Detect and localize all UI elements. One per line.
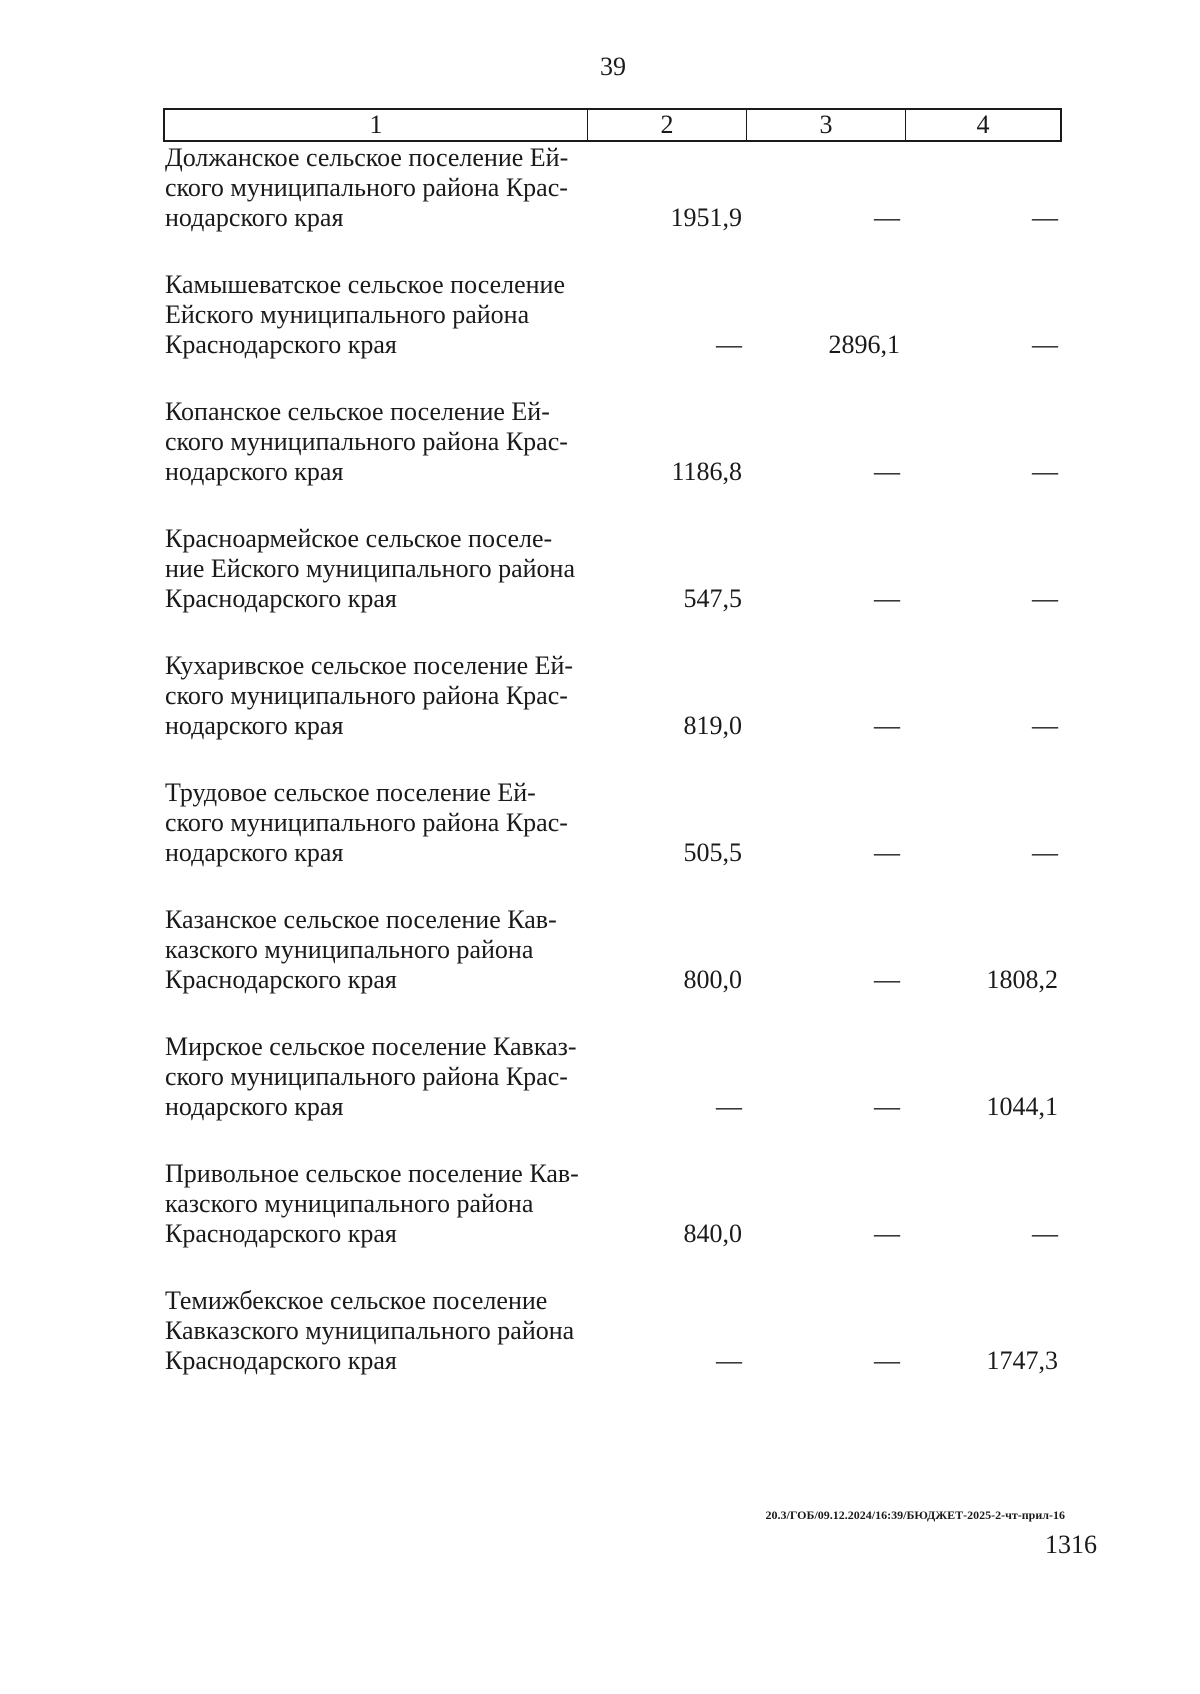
settlement-name-cell: [165, 397, 587, 487]
value-cell-column-4: —: [1032, 457, 1058, 486]
settlement-name-line: ского муниципального района Крас-: [165, 427, 568, 456]
table-row: [165, 397, 1060, 524]
settlement-name-line: Краснодарского края: [165, 584, 397, 613]
column-header-1: 1: [369, 110, 383, 139]
settlement-name-line: Кухаривское сельское поселение Ей-: [165, 651, 574, 680]
settlement-name-line: ского муниципального района Крас-: [165, 681, 568, 710]
settlement-name-cell: [165, 651, 587, 741]
settlement-name-line: ского муниципального района Крас-: [165, 173, 568, 202]
settlement-name-line: Камышеватское сельское поселение: [165, 270, 565, 299]
settlement-name-line: Трудовое сельское поселение Ей-: [165, 778, 536, 807]
settlement-name-line: Краснодарского края: [165, 330, 397, 359]
settlement-name-line: Должанское сельское поселение Ей-: [165, 143, 569, 172]
table-row: [165, 778, 1060, 905]
settlement-name-line: нодарского края: [165, 203, 344, 232]
settlement-name-cell: [165, 905, 587, 995]
value-cell-column-2: 505,5: [683, 838, 742, 867]
value-cell-column-4: —: [1032, 711, 1058, 740]
settlement-name-cell: [165, 143, 587, 233]
value-cell-column-4: —: [1032, 203, 1058, 232]
settlement-name-line: ского муниципального района Крас-: [165, 808, 568, 837]
value-cell-column-4: —: [1032, 1219, 1058, 1248]
document-footer-code: 20.3/ГОБ/09.12.2024/16:39/БЮДЖЕТ-2025-2-чт-прил-16: [765, 1508, 1065, 1522]
settlement-name-line: казского муниципального района: [165, 935, 534, 964]
settlement-name-cell: [165, 778, 587, 868]
settlement-name-line: казского муниципального района: [165, 1189, 534, 1218]
value-cell-column-3: —: [874, 838, 900, 867]
value-cell-column-4: 1808,2: [986, 965, 1058, 994]
settlement-name-cell: [165, 1286, 587, 1376]
table-row: [165, 1032, 1060, 1159]
value-cell-column-2: 1186,8: [671, 457, 742, 486]
table-row: [165, 524, 1060, 651]
value-cell-column-2: 1951,9: [670, 203, 742, 232]
settlement-name-line: нодарского края: [165, 711, 344, 740]
settlement-name-line: Копанское сельское поселение Ей-: [165, 397, 550, 426]
settlement-name-line: Мирское сельское поселение Кавказ-: [165, 1032, 577, 1061]
value-cell-column-3: —: [874, 1346, 900, 1375]
settlement-name-line: Привольное сельское поселение Кав-: [165, 1159, 579, 1188]
value-cell-column-4: 1044,1: [986, 1092, 1058, 1121]
settlement-name-line: ние Ейского муниципального района: [165, 554, 575, 583]
settlement-name-line: нодарского края: [165, 1092, 344, 1121]
column-header-4: 4: [905, 110, 1060, 140]
value-cell-column-3: —: [874, 203, 900, 232]
value-cell-column-2: —: [716, 1346, 742, 1375]
table-row: [165, 651, 1060, 778]
value-cell-column-4: —: [1032, 838, 1058, 867]
settlement-name-line: Краснодарского края: [165, 1219, 397, 1248]
settlement-name-line: нодарского края: [165, 457, 344, 486]
value-cell-column-3: —: [874, 711, 900, 740]
table-body: [165, 143, 1060, 1413]
settlement-name-line: Кавказского муниципального района: [165, 1316, 575, 1345]
value-cell-column-4: —: [1032, 584, 1058, 613]
sheet-number: 1316: [1045, 1530, 1097, 1559]
settlement-name-line: ского муниципального района Крас-: [165, 1062, 568, 1091]
settlement-name-line: Казанское сельское поселение Кав-: [165, 905, 557, 934]
value-cell-column-3: —: [874, 457, 900, 486]
table-row: [165, 270, 1060, 397]
value-cell-column-4: 1747,3: [986, 1346, 1058, 1375]
page-number: 39: [600, 52, 626, 81]
value-cell-column-2: 840,0: [683, 1219, 742, 1248]
value-cell-column-3: —: [874, 965, 900, 994]
settlement-name-cell: [165, 1159, 587, 1249]
table-header-row: [163, 108, 1062, 142]
settlement-name-line: Красноармейское сельское поселе-: [165, 524, 553, 553]
table-row: [165, 143, 1060, 270]
settlement-name-line: нодарского края: [165, 838, 344, 867]
settlement-name-line: Ейского муниципального района: [165, 300, 530, 329]
value-cell-column-3: —: [874, 1219, 900, 1248]
settlement-name-cell: [165, 524, 587, 614]
value-cell-column-3: —: [874, 584, 900, 613]
value-cell-column-2: 547,5: [683, 584, 742, 613]
settlement-name-line: Краснодарского края: [165, 1346, 397, 1375]
value-cell-column-2: —: [716, 330, 742, 359]
settlement-name-cell: [165, 1032, 587, 1122]
column-header-2: 2: [587, 110, 746, 140]
settlement-name-line: Темижбекское сельское поселение: [165, 1286, 548, 1315]
value-cell-column-2: —: [716, 1092, 742, 1121]
settlement-name-line: Краснодарского края: [165, 965, 397, 994]
value-cell-column-2: 800,0: [683, 965, 742, 994]
value-cell-column-3: —: [874, 1092, 900, 1121]
table-row: [165, 1159, 1060, 1286]
value-cell-column-3: 2896,1: [828, 330, 900, 359]
table-row: [165, 1286, 1060, 1413]
settlement-name-cell: [165, 270, 587, 360]
value-cell-column-4: —: [1032, 330, 1058, 359]
table-row: [165, 905, 1060, 1032]
column-header-3: 3: [746, 110, 905, 140]
value-cell-column-2: 819,0: [683, 711, 742, 740]
